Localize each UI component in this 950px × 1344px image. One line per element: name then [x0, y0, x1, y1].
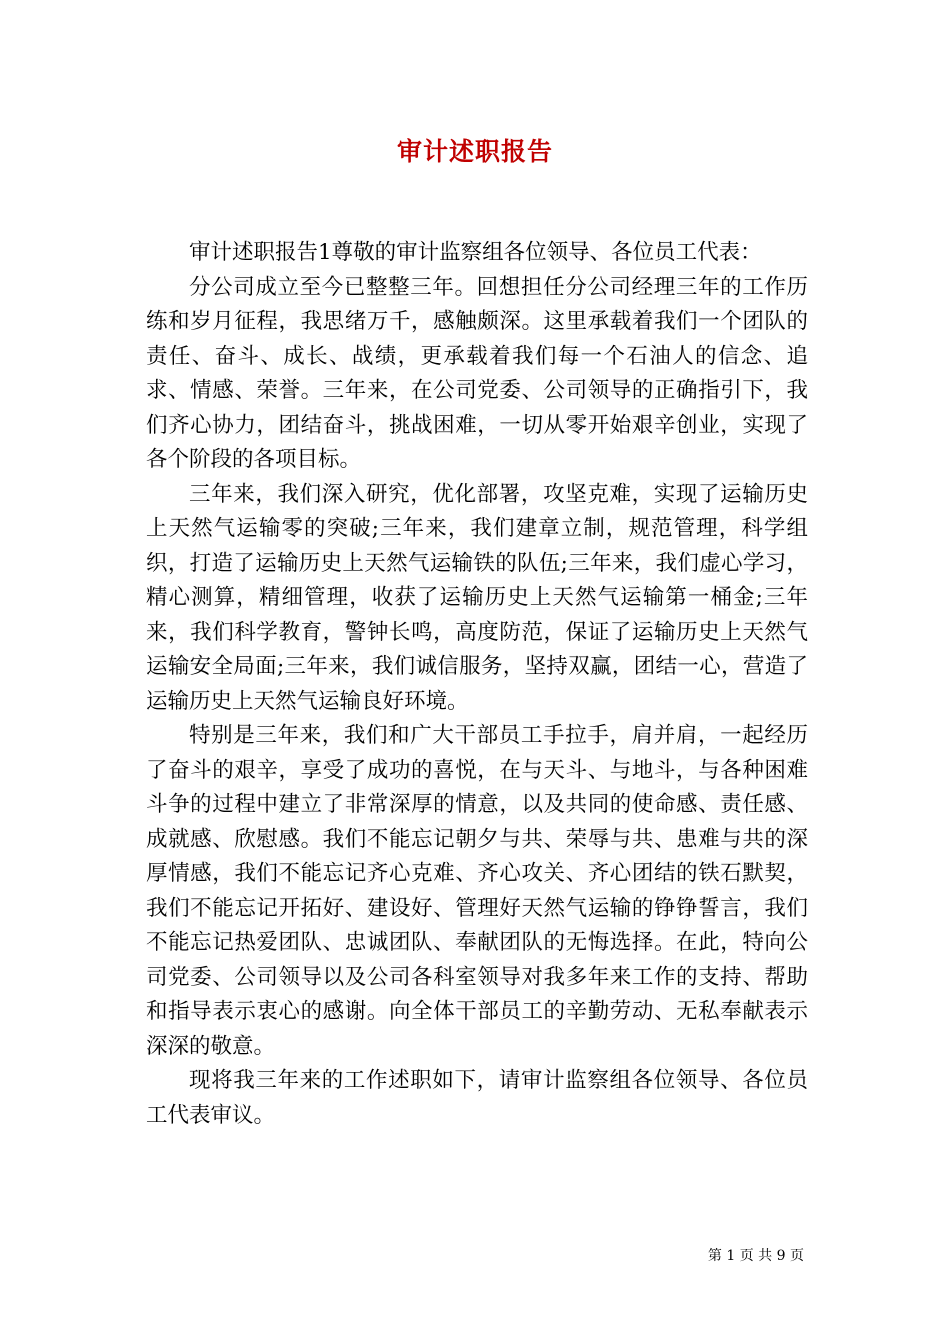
paragraph-4: 现将我三年来的工作述职如下，请审计监察组各位领导、各位员工代表审议。	[146, 1068, 808, 1128]
document-title: 审计述职报告	[396, 137, 553, 166]
paragraph-2: 三年来，我们深入研究，优化部署，攻坚克难，实现了运输历史上天然气运输零的突破;三年来，我们建章立制，规范管理，科学组织，打造了运输历史上天然气运输铁的队伍;三年来，我们虚心学习，精心测算，精细管理，收获了运输历史上天然气运输第一桶金;三年来，我们科学教育，警钟长鸣，高度防范，保证了运输历史上天然气运输安全局面;三年来，我们诚信服务，坚持双赢，团结一心，营造了运输历史上天然气运输良好环境。	[146, 481, 808, 714]
document-body	[146, 236, 808, 1133]
paragraph-intro: 审计述职报告1尊敬的审计监察组各位领导、各位员工代表：	[189, 240, 762, 265]
page-number-footer: 第 1 页 共 9 页	[707, 1248, 804, 1264]
paragraph-3: 特别是三年来，我们和广大干部员工手拉手，肩并肩，一起经历了奋斗的艰辛，享受了成功的喜悦，在与天斗、与地斗，与各种困难斗争的过程中建立了非常深厚的情意，以及共同的使命感、责任感、成就感、欣慰感。我们不能忘记朝夕与共、荣辱与共、患难与共的深厚情感，我们不能忘记齐心克难、齐心攻关、齐心团结的铁石默契，我们不能忘记开拓好、建设好、管理好天然气运输的铮铮誓言，我们不能忘记热爱团队、忠诚团队、奉献团队的无悔选择。在此，特向公司党委、公司领导以及公司各科室领导对我多年来工作的支持、帮助和指导表示衷心的感谢。向全体干部员工的辛勤劳动、无私奉献表示深深的敬意。	[146, 723, 808, 1059]
paragraph-1: 分公司成立至今已整整三年。回想担任分公司经理三年的工作历练和岁月征程，我思绪万千，感触颇深。这里承载着我们一个团队的责任、奋斗、成长、战绩，更承载着我们每一个石油人的信念、追求、情感、荣誉。三年来，在公司党委、公司领导的正确指引下，我们齐心协力，团结奋斗，挑战困难，一切从零开始艰辛创业，实现了各个阶段的各项目标。	[146, 274, 808, 472]
